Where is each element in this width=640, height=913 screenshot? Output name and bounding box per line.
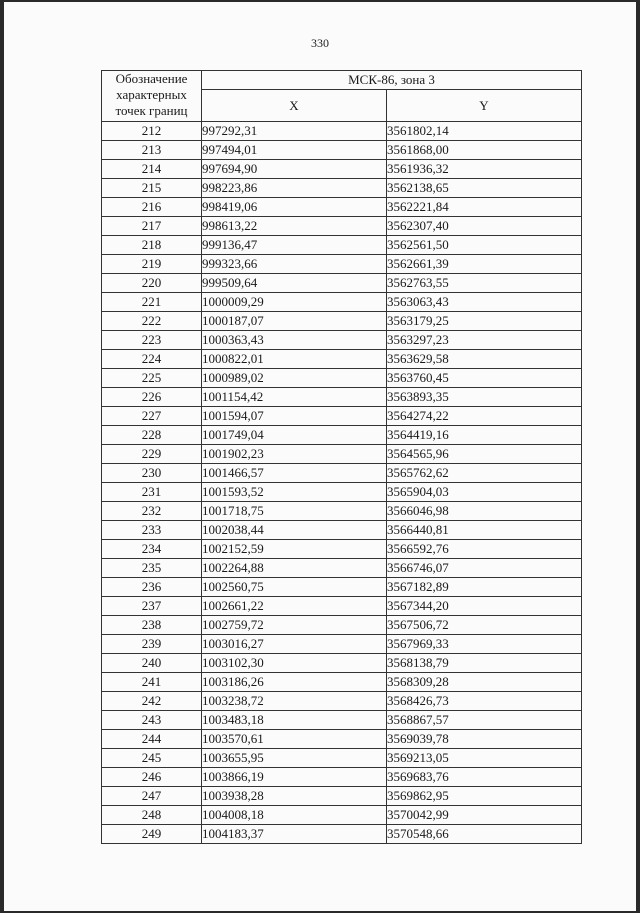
x-coordinate-cell: 1002038,44 [202,521,387,540]
point-id-cell: 245 [102,749,202,768]
x-coordinate-cell: 1000989,02 [202,369,387,388]
x-coordinate-cell: 1002264,88 [202,559,387,578]
y-coordinate-cell: 3561802,14 [387,122,582,141]
table-row [102,654,582,673]
page-number: 330 [311,36,329,50]
x-coordinate-cell: 997694,90 [202,160,387,179]
x-coordinate-cell: 1000822,01 [202,350,387,369]
point-id-cell: 242 [102,692,202,711]
y-coordinate-cell: 3569039,78 [387,730,582,749]
x-coordinate-cell: 1001594,07 [202,407,387,426]
point-id-cell: 219 [102,255,202,274]
table-row [102,787,582,806]
x-coordinate-cell: 998613,22 [202,217,387,236]
table-row [102,711,582,730]
point-id-cell: 225 [102,369,202,388]
x-coordinate-cell: 1000187,07 [202,312,387,331]
x-coordinate-cell: 1003102,30 [202,654,387,673]
y-coordinate-cell: 3566592,76 [387,540,582,559]
point-id-cell: 215 [102,179,202,198]
x-coordinate-cell: 1002560,75 [202,578,387,597]
table-row [102,426,582,445]
table-header-row [102,71,582,90]
y-coordinate-cell: 3564565,96 [387,445,582,464]
y-coordinate-cell: 3562138,65 [387,179,582,198]
point-id-cell: 226 [102,388,202,407]
point-id-cell: 224 [102,350,202,369]
y-coordinate-cell: 3567506,72 [387,616,582,635]
y-coordinate-cell: 3562763,55 [387,274,582,293]
y-coordinate-cell: 3566746,07 [387,559,582,578]
y-coordinate-cell: 3564419,16 [387,426,582,445]
table-row [102,768,582,787]
point-id-cell: 218 [102,236,202,255]
y-coordinate-cell: 3569213,05 [387,749,582,768]
y-coordinate-cell: 3562307,40 [387,217,582,236]
point-id-cell: 233 [102,521,202,540]
table-row [102,236,582,255]
points-column-header: Обозначение характерных точек границ [102,71,202,122]
x-coordinate-cell: 1003866,19 [202,768,387,787]
y-coordinate-cell: 3568426,73 [387,692,582,711]
y-coordinate-cell: 3569683,76 [387,768,582,787]
point-id-cell: 234 [102,540,202,559]
y-coordinate-cell: 3568309,28 [387,673,582,692]
point-id-cell: 214 [102,160,202,179]
table-row [102,198,582,217]
x-coordinate-cell: 1001466,57 [202,464,387,483]
y-column-header: Y [387,90,582,122]
x-coordinate-cell: 1000009,29 [202,293,387,312]
point-id-cell: 237 [102,597,202,616]
point-id-cell: 222 [102,312,202,331]
y-coordinate-cell: 3564274,22 [387,407,582,426]
y-coordinate-cell: 3566440,81 [387,521,582,540]
y-coordinate-cell: 3562661,39 [387,255,582,274]
point-id-cell: 220 [102,274,202,293]
table-row [102,540,582,559]
table-row [102,502,582,521]
x-coordinate-cell: 997292,31 [202,122,387,141]
x-coordinate-cell: 1003186,26 [202,673,387,692]
x-coordinate-cell: 1001718,75 [202,502,387,521]
table-row [102,122,582,141]
table-body [102,122,582,844]
coordinates-table [101,70,582,844]
table-row [102,464,582,483]
document-page [4,2,636,911]
table-row [102,407,582,426]
point-id-cell: 239 [102,635,202,654]
y-coordinate-cell: 3565762,62 [387,464,582,483]
point-id-cell: 228 [102,426,202,445]
y-coordinate-cell: 3561936,32 [387,160,582,179]
y-coordinate-cell: 3568138,79 [387,654,582,673]
x-coordinate-cell: 1004183,37 [202,825,387,844]
point-id-cell: 244 [102,730,202,749]
table-row [102,730,582,749]
table-row [102,521,582,540]
table-row [102,312,582,331]
y-coordinate-cell: 3561868,00 [387,141,582,160]
y-coordinate-cell: 3563063,43 [387,293,582,312]
table-row [102,692,582,711]
x-coordinate-cell: 1001593,52 [202,483,387,502]
point-id-cell: 249 [102,825,202,844]
y-coordinate-cell: 3565904,03 [387,483,582,502]
x-coordinate-cell: 1002759,72 [202,616,387,635]
x-coordinate-cell: 1000363,43 [202,331,387,350]
y-coordinate-cell: 3563893,35 [387,388,582,407]
x-coordinate-cell: 1004008,18 [202,806,387,825]
point-id-cell: 238 [102,616,202,635]
y-coordinate-cell: 3562561,50 [387,236,582,255]
point-id-cell: 223 [102,331,202,350]
table-row [102,369,582,388]
x-coordinate-cell: 1002152,59 [202,540,387,559]
x-coordinate-cell: 1001902,23 [202,445,387,464]
point-id-cell: 227 [102,407,202,426]
table-row [102,616,582,635]
x-coordinate-cell: 998419,06 [202,198,387,217]
x-coordinate-cell: 999323,66 [202,255,387,274]
x-coordinate-cell: 998223,86 [202,179,387,198]
table-row [102,749,582,768]
point-id-cell: 240 [102,654,202,673]
table-row [102,255,582,274]
point-id-cell: 246 [102,768,202,787]
point-id-cell: 247 [102,787,202,806]
y-coordinate-cell: 3567969,33 [387,635,582,654]
point-id-cell: 221 [102,293,202,312]
point-id-cell: 212 [102,122,202,141]
y-coordinate-cell: 3563760,45 [387,369,582,388]
x-coordinate-cell: 999509,64 [202,274,387,293]
y-coordinate-cell: 3570548,66 [387,825,582,844]
point-id-cell: 235 [102,559,202,578]
table-row [102,217,582,236]
y-coordinate-cell: 3567344,20 [387,597,582,616]
y-coordinate-cell: 3570042,99 [387,806,582,825]
y-coordinate-cell: 3563297,23 [387,331,582,350]
y-coordinate-cell: 3568867,57 [387,711,582,730]
point-id-cell: 231 [102,483,202,502]
x-coordinate-cell: 1003238,72 [202,692,387,711]
y-coordinate-cell: 3563179,25 [387,312,582,331]
point-id-cell: 232 [102,502,202,521]
point-id-cell: 217 [102,217,202,236]
table-row [102,559,582,578]
table-row [102,597,582,616]
x-coordinate-cell: 1002661,22 [202,597,387,616]
x-coordinate-cell: 1003483,18 [202,711,387,730]
point-id-cell: 241 [102,673,202,692]
table-row [102,141,582,160]
x-coordinate-cell: 1003016,27 [202,635,387,654]
table-row [102,274,582,293]
point-id-cell: 213 [102,141,202,160]
point-id-cell: 248 [102,806,202,825]
point-id-cell: 230 [102,464,202,483]
x-column-header: X [202,90,387,122]
x-coordinate-cell: 1003570,61 [202,730,387,749]
table-row [102,293,582,312]
table-row [102,445,582,464]
y-coordinate-cell: 3562221,84 [387,198,582,217]
x-coordinate-cell: 997494,01 [202,141,387,160]
y-coordinate-cell: 3563629,58 [387,350,582,369]
y-coordinate-cell: 3569862,95 [387,787,582,806]
y-coordinate-cell: 3567182,89 [387,578,582,597]
table-row [102,331,582,350]
table-row [102,160,582,179]
table-row [102,635,582,654]
table-row [102,806,582,825]
x-coordinate-cell: 1001154,42 [202,388,387,407]
table-row [102,578,582,597]
x-coordinate-cell: 1003655,95 [202,749,387,768]
table-row [102,179,582,198]
point-id-cell: 216 [102,198,202,217]
table-row [102,388,582,407]
point-id-cell: 243 [102,711,202,730]
table-row [102,673,582,692]
x-coordinate-cell: 1003938,28 [202,787,387,806]
point-id-cell: 236 [102,578,202,597]
table-row [102,483,582,502]
y-coordinate-cell: 3566046,98 [387,502,582,521]
x-coordinate-cell: 1001749,04 [202,426,387,445]
table-row [102,825,582,844]
table-row [102,350,582,369]
coordinate-system-header: МСК-86, зона 3 [202,71,582,90]
point-id-cell: 229 [102,445,202,464]
x-coordinate-cell: 999136,47 [202,236,387,255]
